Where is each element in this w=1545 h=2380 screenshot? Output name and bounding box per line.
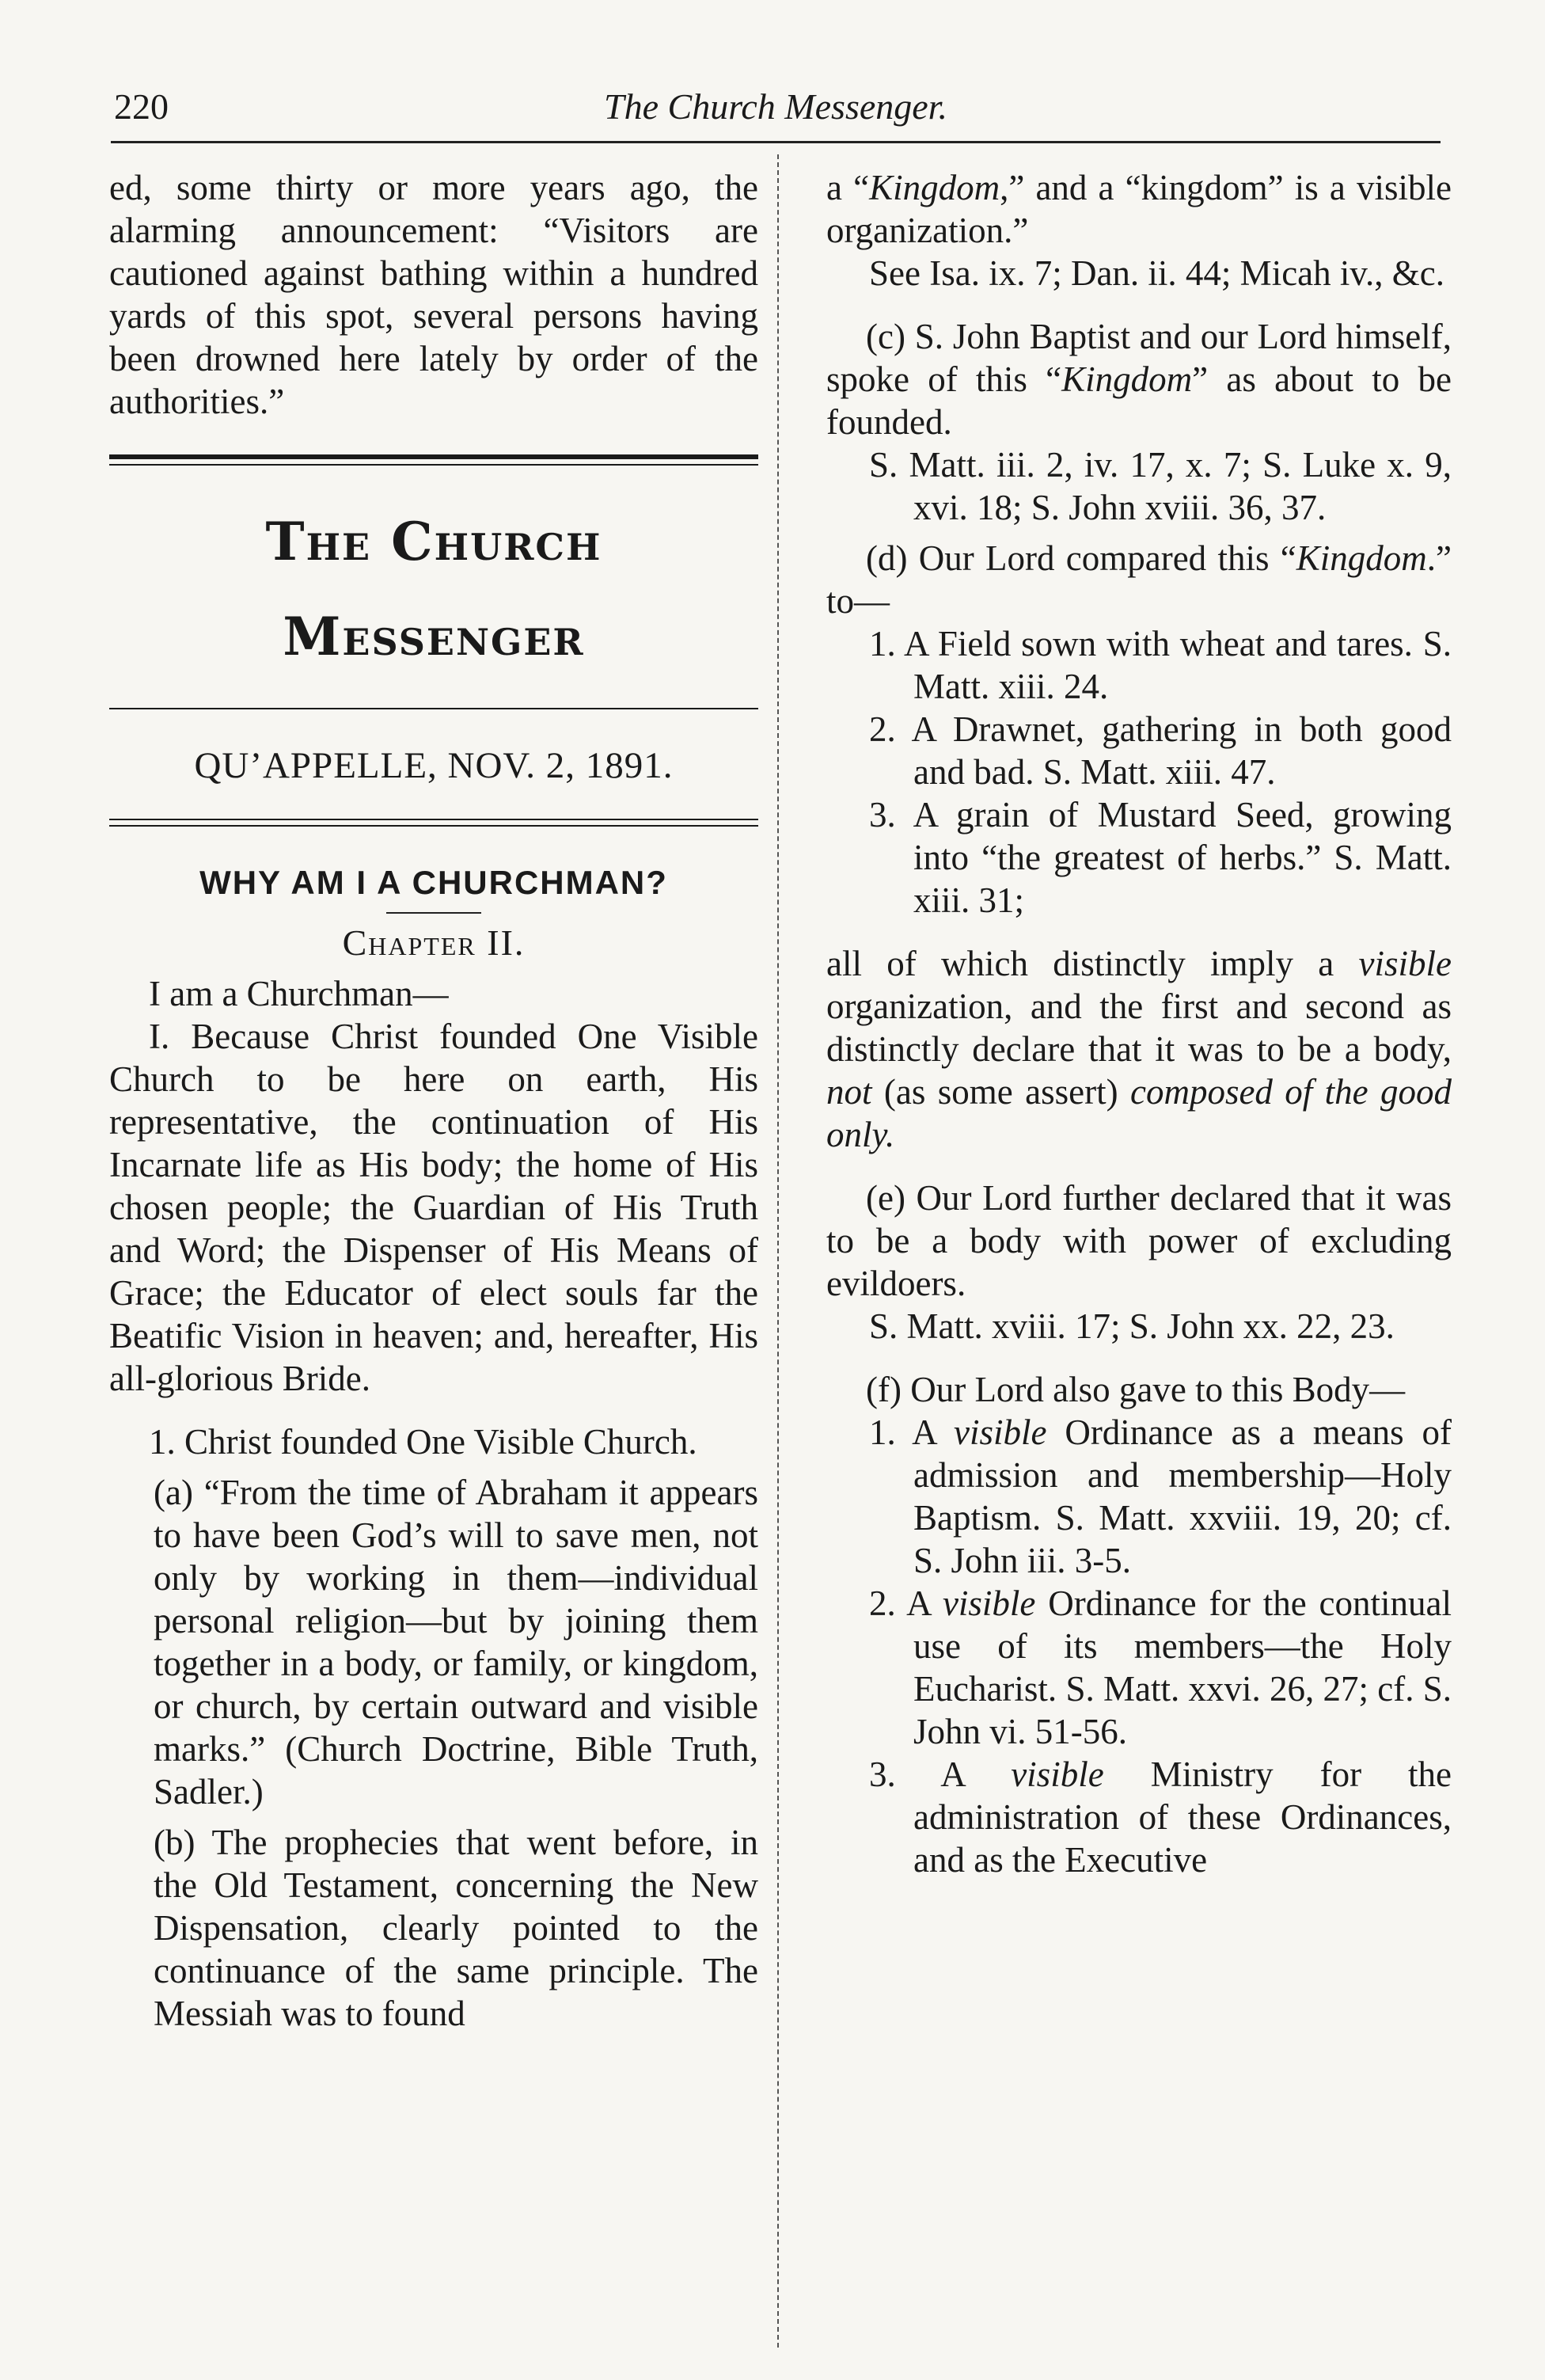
point-d xyxy=(826,537,1452,622)
text-fragment: .” to— xyxy=(826,538,1452,621)
kingdom-paragraph xyxy=(826,166,1452,252)
text-fragment: ” as about to be founded. xyxy=(826,359,1452,442)
point-d-3: 3. A grain of Mustard Seed, growing into “the greatest of herbs.” S. Matt. xiii. 31; xyxy=(869,795,1452,920)
text-fragment: Ministry for the administration of these Ordinances, and as the Executive xyxy=(913,1755,1452,1880)
italic-visible: visible xyxy=(954,1412,1047,1452)
italic-not: not xyxy=(826,1072,872,1112)
text-fragment: Ordinance as a means of admission and membership—Holy Baptism. S. Matt. xxviii. 19, 20; cf. S. John iii. 3-5. xyxy=(913,1412,1452,1580)
italic-kingdom: Kingdom xyxy=(1061,359,1193,399)
intro-line: I am a Churchman— xyxy=(149,974,449,1013)
point-f-1 xyxy=(826,1411,1452,1582)
text-fragment: all of which distinctly imply a xyxy=(826,944,1334,983)
point-f-2 xyxy=(826,1582,1452,1753)
dateline-rule xyxy=(109,819,758,820)
text-fragment: ,” and a “kingdom” is a visible organization.” xyxy=(826,168,1452,250)
point-f: (f) Our Lord also gave to this Body— xyxy=(866,1370,1406,1409)
text-fragment: 3. A xyxy=(869,1755,965,1794)
italic-composed: composed of the good only. xyxy=(826,1072,1452,1154)
italic-visible: visible xyxy=(942,1583,1036,1623)
right-column xyxy=(826,166,1452,1881)
left-column xyxy=(109,166,758,2035)
point-a: (a) “From the time of Abraham it appears to have been God’s will to save men, not only by working in them—individual personal religion—but by joining them together in a body, or family, or kingdom, or church, by certain outward and visible marks.” (Church Doctrine, Bible Truth, Sadler.) xyxy=(154,1473,758,1812)
text-fragment: Ordinance for the continual use of its members—the Holy Eucharist. S. Matt. xxvi. 26, 27; cf. S. John vi. 51-56. xyxy=(913,1583,1452,1751)
text-fragment: (c) S. John Baptist and our Lord himself, spoke of this “ xyxy=(826,317,1452,399)
page-number: 220 xyxy=(114,86,169,127)
header-rule xyxy=(111,141,1441,143)
text-fragment: (as some assert) xyxy=(883,1072,1118,1112)
running-title: The Church Messenger. xyxy=(604,86,947,127)
masthead-bottom-thin-rule xyxy=(109,708,758,709)
point-d-2: 2. A Drawnet, gathering in both good and bad. S. Matt. xiii. 47. xyxy=(869,709,1452,792)
masthead-top-rule xyxy=(109,454,758,459)
point-d-1: 1. A Field sown with wheat and tares. S. Matt. xiii. 24. xyxy=(869,624,1452,706)
point-c xyxy=(826,315,1452,443)
section-short-rule xyxy=(386,912,481,914)
running-header xyxy=(111,86,1441,133)
point-b: (b) The prophecies that went before, in the Old Testament, concerning the New Dispensation, clearly pointed to the continuance of the same principle. The Messiah was to found xyxy=(154,1823,758,2033)
reference-2: S. Matt. iii. 2, iv. 17, x. 7; S. Luke x. 9, xvi. 18; S. John xviii. 36, 37. xyxy=(869,445,1452,527)
reference-1: See Isa. ix. 7; Dan. ii. 44; Micah iv., &c. xyxy=(869,253,1444,293)
point-1: 1. Christ founded One Visible Church. xyxy=(149,1422,697,1462)
reason-1: I. Because Christ founded One Visible Church to be here on earth, His representative, the continuation of His Incarnate life as His body; the home of His chosen people; the Guardian of His Truth and Word; the Dispenser of His Means of Grace; the Educator of elect souls far the Beatific Vision in heaven; and, hereafter, His all-glorious Bride. xyxy=(109,1017,758,1398)
point-f-3 xyxy=(826,1753,1452,1881)
chapter-heading: Chapter II. xyxy=(342,922,526,963)
masthead-top-thin-rule xyxy=(109,464,758,466)
dateline: QU’APPELLE, NOV. 2, 1891. xyxy=(194,745,674,786)
section-title: WHY AM I A CHURCHMAN? xyxy=(199,864,668,901)
italic-visible: visible xyxy=(1358,944,1452,983)
point-e: (e) Our Lord further declared that it was to be a body with power of excluding evildoers. xyxy=(826,1178,1452,1303)
dateline-rule-2 xyxy=(109,825,758,827)
italic-kingdom: Kingdom xyxy=(869,168,1000,207)
article-continuation: ed, some thirty or more years ago, the alarming announcement: “Visitors are cautioned against bathing within a hundred yards of this spot, several persons having been drowned here lately by order of the authorities.” xyxy=(109,168,758,421)
text-fragment: 1. A xyxy=(869,1412,936,1452)
italic-kingdom: Kingdom xyxy=(1296,538,1427,578)
text-fragment: 2. A xyxy=(869,1583,931,1623)
column-divider xyxy=(777,154,779,2348)
text-fragment: (d) Our Lord compared this “ xyxy=(866,538,1296,578)
italic-visible: visible xyxy=(1011,1755,1104,1794)
masthead-title: The Church Messenger xyxy=(265,511,602,667)
text-fragment: a “ xyxy=(826,168,870,207)
point-d-summary xyxy=(826,942,1452,1156)
reference-3: S. Matt. xviii. 17; S. John xx. 22, 23. xyxy=(869,1306,1395,1346)
text-fragment: organization, and the first and second as distinctly declare that it was to be a body, xyxy=(826,987,1452,1069)
